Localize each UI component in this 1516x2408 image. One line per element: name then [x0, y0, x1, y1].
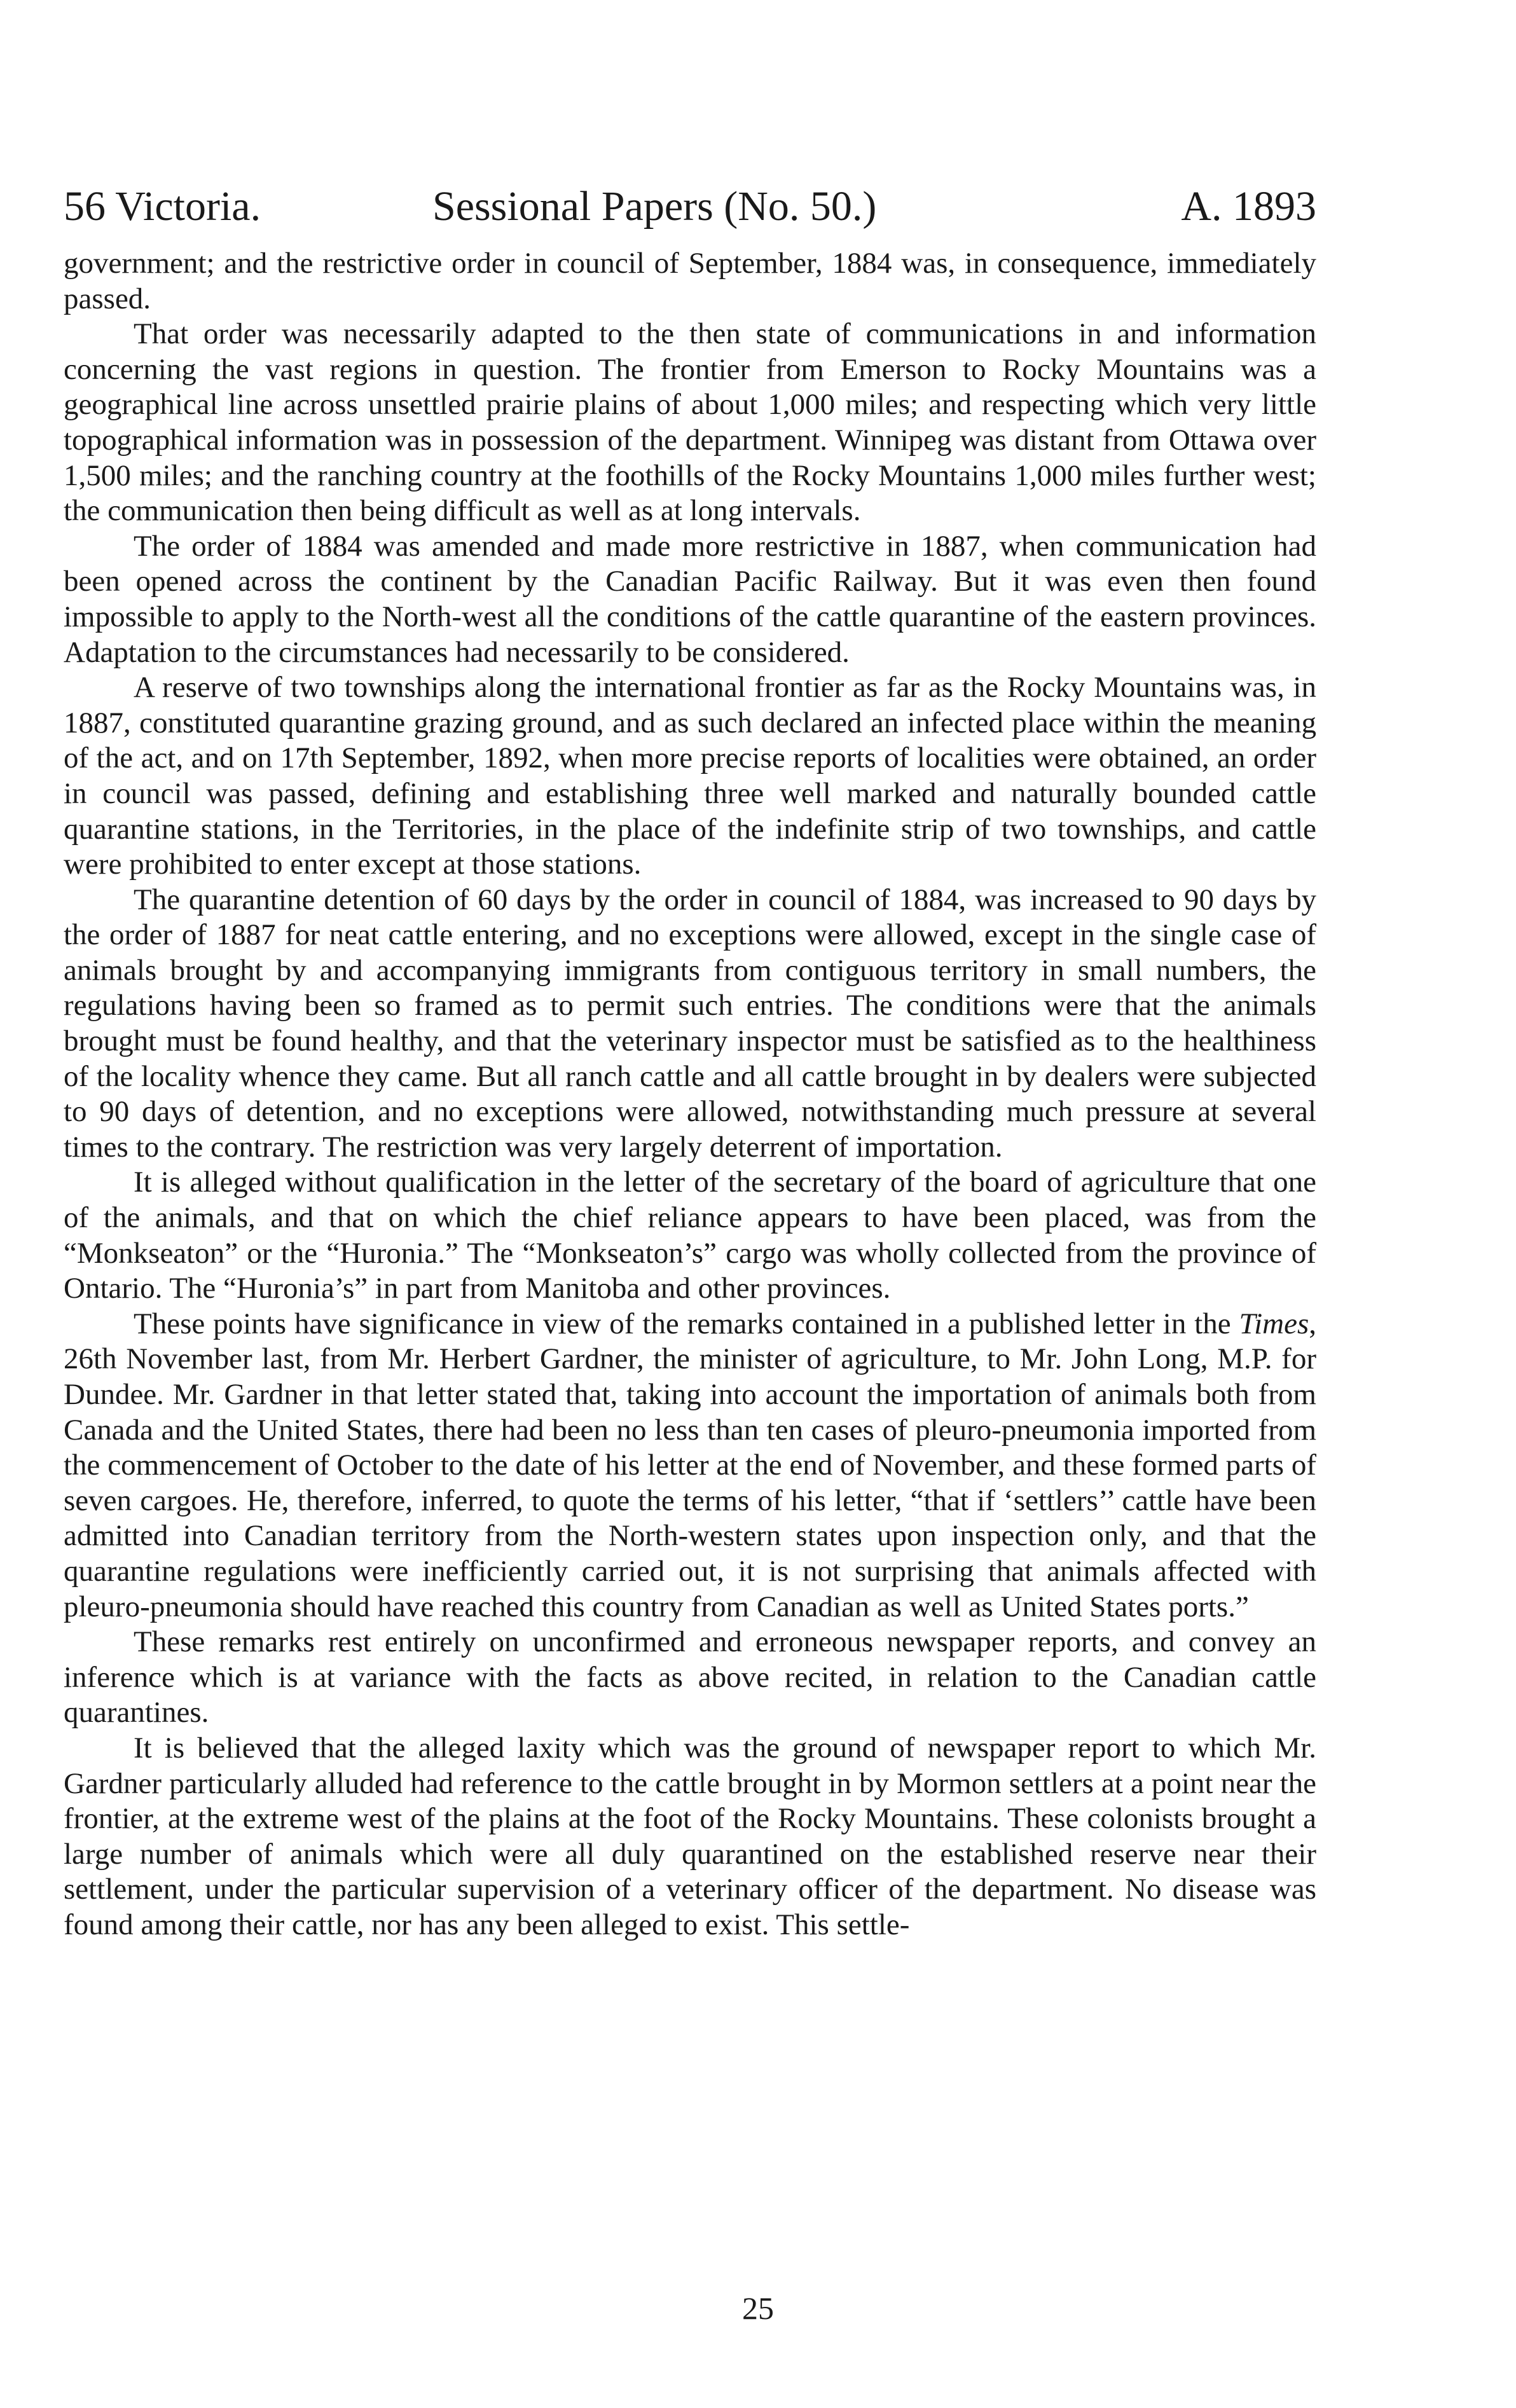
paragraph: government; and the restrictive order in council of September, 1884 was, in consequence, immediately passed. [64, 247, 1316, 315]
paragraph: A reserve of two townships along the international frontier as far as the Rocky Mountains was, in 1887, constituted quarantine grazing ground, and as such declared an infected place within the meaning of the act, and on 17th September, 1892, when more precise reports of localities were obtained, an order in council was passed, defining and establishing three well marked and naturally bounded cattle quarantine stations, in the Territories, in the place of the indefinite strip of two townships, and cattle were prohibited to enter except at those stations. [64, 671, 1316, 881]
paragraph: The quarantine detention of 60 days by the order in council of 1884, was increased to 90 days by the order of 1887 for neat cattle entering, and no exceptions were allowed, except in the single case of animals brought by and accompanying immigrants from contiguous territory in small numbers, the regulations having been so framed as to permit such entries. The conditions were that the animals brought must be found healthy, and that the veterinary inspector must be satisfied as to the healthiness of the locality whence they came. But all ranch cattle and all cattle brought in by dealers were subjected to 90 days of detention, and no exceptions were allowed, notwithstanding much pressure at several times to the contrary. The restriction was very largely deterrent of importation. [64, 883, 1316, 1164]
paragraph: The order of 1884 was amended and made more restrictive in 1887, when communication had been opened across the continent by the Canadian Pacific Railway. But it was even then found impossible to apply to the North-west all the conditions of the cattle quarantine of the eastern provinces. Adaptation to the circumstances had necessarily to be considered. [64, 529, 1316, 669]
header-title: Sessional Papers (No. 50.) [432, 183, 877, 230]
paragraph: It is alleged without qualification in the letter of the secretary of the board of agriculture that one of the animals, and that on which the chief reliance appears to have been placed, was from the “Monkseaton” or the “Huronia.” The “Monkseaton’s” cargo was wholly collected from the province of Ontario. The “Huronia’s” in part from Manitoba and other provinces. [64, 1166, 1316, 1305]
paragraph: It is believed that the alleged laxity which was the ground of newspaper report to which Mr. Gardner particularly alluded had reference to the cattle brought in by Mormon settlers at a point near the frontier, at the extreme west of the plains at the foot of the Rocky Mountains. These colonists brought a large number of animals which were all duly quarantined on the established reserve near their settlement, under the particular supervision of a veterinary officer of the department. No disease was found among their cattle, nor has any been alleged to exist. This settle- [64, 1731, 1316, 1941]
page-number: 25 [742, 2290, 774, 2326]
body-text [64, 246, 1316, 1943]
document-page [64, 181, 1316, 1943]
paragraph: That order was necessarily adapted to the then state of communications in and information concerning the vast regions in question. The frontier from Emerson to Rocky Mountains was a geographical line across unsettled prairie plains of about 1,000 miles; and respecting which very little topographical information was in possession of the department. Winnipeg was distant from Ottawa over 1,500 miles; and the ranching country at the foothills of the Rocky Mountains 1,000 miles further west; the communication then being difficult as well as at long intervals. [64, 317, 1316, 528]
paragraph: These remarks rest entirely on unconfirmed and erroneous newspaper reports, and convey an inference which is at variance with the facts as above recited, in relation to the Canadian cattle quarantines. [64, 1625, 1316, 1730]
running-header [64, 181, 1316, 232]
paragraph: These points have significance in view of the remarks contained in a published letter in the Times, 26th November last, from Mr. Herbert Gardner, the minister of agriculture, to Mr. John Long, M.P. for Dundee. Mr. Gardner in that letter stated that, taking into account the importation of animals both from Canada and the United States, there had been no less than ten cases of pleuro-pneumonia imported from the commencement of October to the date of his letter at the end of November, and these formed parts of seven cargoes. He, therefore, inferred, to quote the terms of his letter, “that if ‘settlers’’ cattle have been admitted into Canadian territory from the North-western states upon inspection only, and that the quarantine regulations were inefficiently carried out, it is not surprising that animals affected with pleuro-pneumonia should have reached this country from Canadian as well as United States ports.” [64, 1307, 1316, 1623]
newspaper-title: Times [1239, 1307, 1309, 1340]
header-year: A. 1893 [1181, 183, 1316, 230]
header-session: 56 Victoria. [64, 183, 261, 230]
